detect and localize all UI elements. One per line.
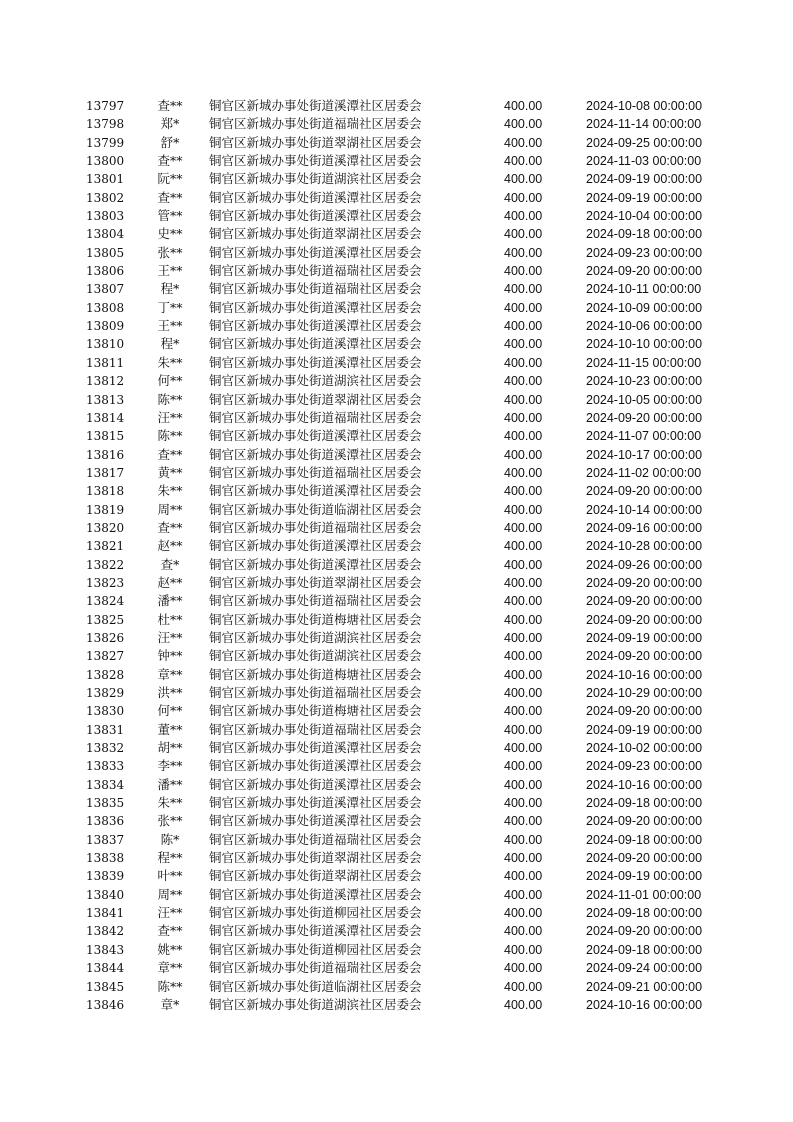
organization-cell: 铜官区新城办事处街道溪潭社区居委会 [209,299,422,315]
record-id-cell: 13810 [86,337,125,352]
record-id-cell: 13799 [86,135,125,150]
date-cell: 2024-09-18 00:00:00 [586,832,703,847]
organization-cell: 铜官区新城办事处街道福瑞社区居委会 [209,116,422,132]
name-cell: 赵** [157,574,183,590]
date-cell: 2024-10-16 00:00:00 [586,777,703,792]
organization-cell: 铜官区新城办事处街道湖滨社区居委会 [209,648,422,664]
organization-cell: 铜官区新城办事处街道溪潭社区居委会 [209,189,422,205]
date-cell: 2024-09-20 00:00:00 [586,264,703,279]
name-cell: 何** [157,373,183,389]
amount-cell: 400.00 [504,429,543,444]
name-cell: 汪** [157,629,183,645]
amount-cell: 400.00 [504,355,543,370]
amount-cell: 400.00 [504,924,543,939]
name-cell: 查** [157,153,183,169]
organization-cell: 铜官区新城办事处街道溪潭社区居委会 [209,208,422,224]
amount-cell: 400.00 [504,465,543,480]
record-id-cell: 13820 [86,520,125,535]
date-cell: 2024-09-20 00:00:00 [586,484,703,499]
amount-cell: 400.00 [504,796,543,811]
organization-cell: 铜官区新城办事处街道福瑞社区居委会 [209,409,422,425]
date-cell: 2024-10-10 00:00:00 [586,337,703,352]
date-cell: 2024-09-19 00:00:00 [586,172,703,187]
record-id-cell: 13827 [86,649,125,664]
organization-cell: 铜官区新城办事处街道溪潭社区居委会 [209,428,422,444]
amount-cell: 400.00 [504,484,543,499]
amount-cell: 400.00 [504,575,543,590]
organization-cell: 铜官区新城办事处街道梅塘社区居委会 [209,611,422,627]
name-cell: 查** [157,923,183,939]
name-cell: 周** [157,501,183,517]
organization-cell: 铜官区新城办事处街道福瑞社区居委会 [209,960,422,976]
organization-cell: 铜官区新城办事处街道溪潭社区居委会 [209,886,422,902]
date-cell: 2024-09-18 00:00:00 [586,906,703,921]
name-cell: 查** [157,519,183,535]
record-id-cell: 13829 [86,686,125,700]
organization-cell: 铜官区新城办事处街道溪潭社区居委会 [209,98,422,113]
record-id-cell: 13828 [86,667,125,682]
record-id-cell: 13798 [86,117,125,132]
date-cell: 2024-10-02 00:00:00 [586,741,703,756]
record-id-cell: 13835 [86,796,125,811]
organization-cell: 铜官区新城办事处街道溪潭社区居委会 [209,153,422,169]
organization-cell: 铜官区新城办事处街道溪潭社区居委会 [209,813,422,829]
date-cell: 2024-11-02 00:00:00 [586,465,702,480]
amount-cell: 400.00 [504,172,543,187]
record-id-cell: 13844 [86,961,125,976]
organization-cell: 铜官区新城办事处街道临湖社区居委会 [209,978,422,994]
name-cell: 胡** [157,740,183,756]
date-cell: 2024-09-20 00:00:00 [586,612,703,627]
amount-cell: 400.00 [504,520,543,535]
date-cell: 2024-09-19 00:00:00 [586,190,703,205]
name-cell: 李** [157,758,183,774]
amount-cell: 400.00 [504,300,543,315]
organization-cell: 铜官区新城办事处街道溪潭社区居委会 [209,556,422,572]
name-cell: 管** [157,208,183,224]
record-id-cell: 13837 [86,832,125,847]
name-cell: 汪** [157,905,183,921]
date-cell: 2024-10-16 00:00:00 [586,667,703,682]
amount-cell: 400.00 [504,887,543,902]
amount-cell: 400.00 [504,410,543,425]
date-cell: 2024-09-20 00:00:00 [586,575,703,590]
organization-cell: 铜官区新城办事处街道湖滨社区居委会 [209,629,422,645]
name-cell: 郑* [160,116,180,132]
name-cell: 陈** [157,428,183,444]
amount-cell: 400.00 [504,832,543,847]
name-cell: 王** [157,263,183,279]
name-cell: 洪** [157,685,183,700]
amount-cell: 400.00 [504,777,543,792]
name-cell: 舒* [160,134,180,150]
record-id-cell: 13822 [86,557,125,572]
date-cell: 2024-11-01 00:00:00 [586,887,702,902]
name-cell: 章* [160,996,180,1012]
organization-cell: 铜官区新城办事处街道福瑞社区居委会 [209,281,422,297]
name-cell: 叶** [157,868,183,884]
amount-cell: 400.00 [504,539,543,554]
name-cell: 查** [157,189,183,205]
organization-cell: 铜官区新城办事处街道溪潭社区居委会 [209,354,422,370]
record-id-cell: 13814 [86,410,125,425]
record-id-cell: 13846 [86,997,125,1012]
record-id-cell: 13830 [86,704,125,719]
date-cell: 2024-11-07 00:00:00 [586,429,702,444]
organization-cell: 铜官区新城办事处街道福瑞社区居委会 [209,593,422,609]
date-cell: 2024-09-19 00:00:00 [586,630,703,645]
date-cell: 2024-09-20 00:00:00 [586,851,703,866]
record-id-cell: 13823 [86,575,125,590]
amount-cell: 400.00 [504,667,543,682]
record-id-cell: 13813 [86,392,125,407]
organization-cell: 铜官区新城办事处街道溪潭社区居委会 [209,318,422,334]
organization-cell: 铜官区新城办事处街道梅塘社区居委会 [209,666,422,682]
date-cell: 2024-10-17 00:00:00 [586,447,703,462]
date-cell: 2024-09-23 00:00:00 [586,245,703,260]
name-cell: 查* [160,556,180,572]
amount-cell: 400.00 [504,704,543,719]
amount-cell: 400.00 [504,227,543,242]
date-cell: 2024-10-16 00:00:00 [586,997,703,1012]
amount-cell: 400.00 [504,722,543,737]
record-id-cell: 13816 [86,447,125,462]
date-cell: 2024-09-20 00:00:00 [586,704,703,719]
amount-cell: 400.00 [504,594,543,609]
record-id-cell: 13801 [86,172,125,187]
name-cell: 张** [157,244,183,260]
organization-cell: 铜官区新城办事处街道临湖社区居委会 [209,501,422,517]
date-cell: 2024-09-20 00:00:00 [586,649,703,664]
record-id-cell: 13833 [86,759,125,774]
date-cell: 2024-11-14 00:00:00 [586,117,702,132]
organization-cell: 铜官区新城办事处街道湖滨社区居委会 [209,171,422,187]
name-cell: 汪** [157,409,183,425]
amount-cell: 400.00 [504,209,543,224]
date-cell: 2024-09-19 00:00:00 [586,722,703,737]
organization-cell: 铜官区新城办事处街道翠湖社区居委会 [209,574,422,590]
organization-cell: 铜官区新城办事处街道溪潭社区居委会 [209,336,422,352]
organization-cell: 铜官区新城办事处街道福瑞社区居委会 [209,464,422,480]
date-cell: 2024-09-20 00:00:00 [586,814,703,829]
record-id-cell: 13815 [86,429,125,444]
name-cell: 朱** [157,795,183,811]
amount-cell: 400.00 [504,814,543,829]
record-id-cell: 13805 [86,245,125,260]
organization-cell: 铜官区新城办事处街道柳园社区居委会 [209,941,422,957]
amount-cell: 400.00 [504,557,543,572]
date-cell: 2024-09-23 00:00:00 [586,759,703,774]
amount-cell: 400.00 [504,117,543,132]
name-cell: 查** [157,98,183,113]
organization-cell: 铜官区新城办事处街道溪潭社区居委会 [209,758,422,774]
organization-cell: 铜官区新城办事处街道福瑞社区居委会 [209,831,422,847]
date-cell: 2024-11-03 00:00:00 [586,154,702,169]
name-cell: 陈** [157,391,183,407]
record-id-cell: 13839 [86,869,125,884]
date-cell: 2024-09-21 00:00:00 [586,979,703,994]
name-cell: 钟** [157,648,183,664]
organization-cell: 铜官区新城办事处街道柳园社区居委会 [209,905,422,921]
name-cell: 潘** [157,593,183,609]
record-id-cell: 13836 [86,814,125,829]
record-id-cell: 13838 [86,851,125,866]
amount-cell: 400.00 [504,374,543,389]
record-id-cell: 13821 [86,539,125,554]
name-cell: 何** [157,703,183,719]
name-cell: 杜** [157,611,183,627]
date-cell: 2024-10-29 00:00:00 [586,686,703,700]
record-id-cell: 13834 [86,777,125,792]
name-cell: 朱** [157,354,183,370]
organization-cell: 铜官区新城办事处街道翠湖社区居委会 [209,850,422,866]
record-id-cell: 13832 [86,741,125,756]
amount-cell: 400.00 [504,630,543,645]
record-id-cell: 13809 [86,319,125,334]
date-cell: 2024-10-05 00:00:00 [586,392,703,407]
amount-cell: 400.00 [504,906,543,921]
date-cell: 2024-10-06 00:00:00 [586,319,703,334]
amount-cell: 400.00 [504,282,543,297]
amount-cell: 400.00 [504,741,543,756]
organization-cell: 铜官区新城办事处街道翠湖社区居委会 [209,868,422,884]
date-cell: 2024-10-04 00:00:00 [586,209,703,224]
organization-cell: 铜官区新城办事处街道福瑞社区居委会 [209,685,422,700]
record-id-cell: 13804 [86,227,125,242]
record-id-cell: 13811 [86,355,125,370]
date-cell: 2024-10-11 00:00:00 [586,282,702,297]
record-id-cell: 13812 [86,374,125,389]
record-id-cell: 13841 [86,906,125,921]
date-cell: 2024-10-09 00:00:00 [586,300,703,315]
record-id-cell: 13797 [86,99,125,113]
record-id-cell: 13808 [86,300,125,315]
amount-cell: 400.00 [504,759,543,774]
amount-cell: 400.00 [504,447,543,462]
amount-cell: 400.00 [504,337,543,352]
name-cell: 查** [157,446,183,462]
organization-cell: 铜官区新城办事处街道溪潭社区居委会 [209,244,422,260]
amount-cell: 400.00 [504,869,543,884]
organization-cell: 铜官区新城办事处街道溪潭社区居委会 [209,483,422,499]
date-cell: 2024-10-28 00:00:00 [586,539,703,554]
amount-cell: 400.00 [504,245,543,260]
name-cell: 程** [157,850,183,866]
amount-cell: 400.00 [504,319,543,334]
organization-cell: 铜官区新城办事处街道溪潭社区居委会 [209,538,422,554]
organization-cell: 铜官区新城办事处街道溪潭社区居委会 [209,776,422,792]
amount-cell: 400.00 [504,979,543,994]
record-id-cell: 13824 [86,594,125,609]
organization-cell: 铜官区新城办事处街道溪潭社区居委会 [209,446,422,462]
organization-cell: 铜官区新城办事处街道福瑞社区居委会 [209,721,422,737]
date-cell: 2024-09-24 00:00:00 [586,961,703,976]
date-cell: 2024-10-08 00:00:00 [586,99,703,113]
date-cell: 2024-09-20 00:00:00 [586,594,703,609]
name-cell: 陈* [160,831,180,847]
amount-cell: 400.00 [504,502,543,517]
date-cell: 2024-10-14 00:00:00 [586,502,703,517]
organization-cell: 铜官区新城办事处街道翠湖社区居委会 [209,134,422,150]
name-cell: 黄** [157,464,183,480]
name-cell: 朱** [157,483,183,499]
record-id-cell: 13826 [86,630,125,645]
record-id-cell: 13817 [86,465,125,480]
name-cell: 董** [157,721,183,737]
date-cell: 2024-09-20 00:00:00 [586,924,703,939]
date-cell: 2024-09-18 00:00:00 [586,942,703,957]
date-cell: 2024-09-25 00:00:00 [586,135,703,150]
name-cell: 张** [157,813,183,829]
record-id-cell: 13800 [86,154,125,169]
date-cell: 2024-11-15 00:00:00 [586,355,702,370]
amount-cell: 400.00 [504,997,543,1012]
name-cell: 史** [157,226,183,242]
organization-cell: 铜官区新城办事处街道翠湖社区居委会 [209,391,422,407]
name-cell: 潘** [157,776,183,792]
date-cell: 2024-09-18 00:00:00 [586,796,703,811]
record-id-cell: 13831 [86,722,125,737]
date-cell: 2024-09-16 00:00:00 [586,520,703,535]
date-cell: 2024-09-26 00:00:00 [586,557,703,572]
name-cell: 丁** [157,299,183,315]
record-id-cell: 13818 [86,484,125,499]
name-cell: 王** [157,318,183,334]
amount-cell: 400.00 [504,99,543,113]
name-cell: 姚** [157,941,183,957]
record-id-cell: 13803 [86,209,125,224]
amount-cell: 400.00 [504,190,543,205]
amount-cell: 400.00 [504,942,543,957]
record-id-cell: 13845 [86,979,125,994]
name-cell: 程* [160,336,180,352]
date-cell: 2024-10-23 00:00:00 [586,374,703,389]
name-cell: 章** [157,666,183,682]
record-id-cell: 13802 [86,190,125,205]
amount-cell: 400.00 [504,961,543,976]
amount-cell: 400.00 [504,135,543,150]
record-id-cell: 13840 [86,887,125,902]
record-id-cell: 13806 [86,264,125,279]
name-cell: 陈** [157,978,183,994]
name-cell: 阮** [157,171,183,187]
date-cell: 2024-09-18 00:00:00 [586,227,703,242]
organization-cell: 铜官区新城办事处街道溪潭社区居委会 [209,740,422,756]
amount-cell: 400.00 [504,154,543,169]
organization-cell: 铜官区新城办事处街道湖滨社区居委会 [209,996,422,1012]
amount-cell: 400.00 [504,649,543,664]
amount-cell: 400.00 [504,612,543,627]
amount-cell: 400.00 [504,392,543,407]
amount-cell: 400.00 [504,851,543,866]
organization-cell: 铜官区新城办事处街道溪潭社区居委会 [209,795,422,811]
date-cell: 2024-09-19 00:00:00 [586,869,703,884]
organization-cell: 铜官区新城办事处街道翠湖社区居委会 [209,226,422,242]
amount-cell: 400.00 [504,686,543,700]
record-id-cell: 13842 [86,924,125,939]
record-id-cell: 13819 [86,502,125,517]
organization-cell: 铜官区新城办事处街道溪潭社区居委会 [209,923,422,939]
record-id-cell: 13807 [86,282,125,297]
record-id-cell: 13825 [86,612,125,627]
organization-cell: 铜官区新城办事处街道梅塘社区居委会 [209,703,422,719]
name-cell: 周** [157,886,183,902]
organization-cell: 铜官区新城办事处街道福瑞社区居委会 [209,263,422,279]
date-cell: 2024-09-20 00:00:00 [586,410,703,425]
organization-cell: 铜官区新城办事处街道湖滨社区居委会 [209,373,422,389]
amount-cell: 400.00 [504,264,543,279]
name-cell: 程* [160,281,180,297]
name-cell: 章** [157,960,183,976]
name-cell: 赵** [157,538,183,554]
record-id-cell: 13843 [86,942,125,957]
organization-cell: 铜官区新城办事处街道福瑞社区居委会 [209,519,422,535]
